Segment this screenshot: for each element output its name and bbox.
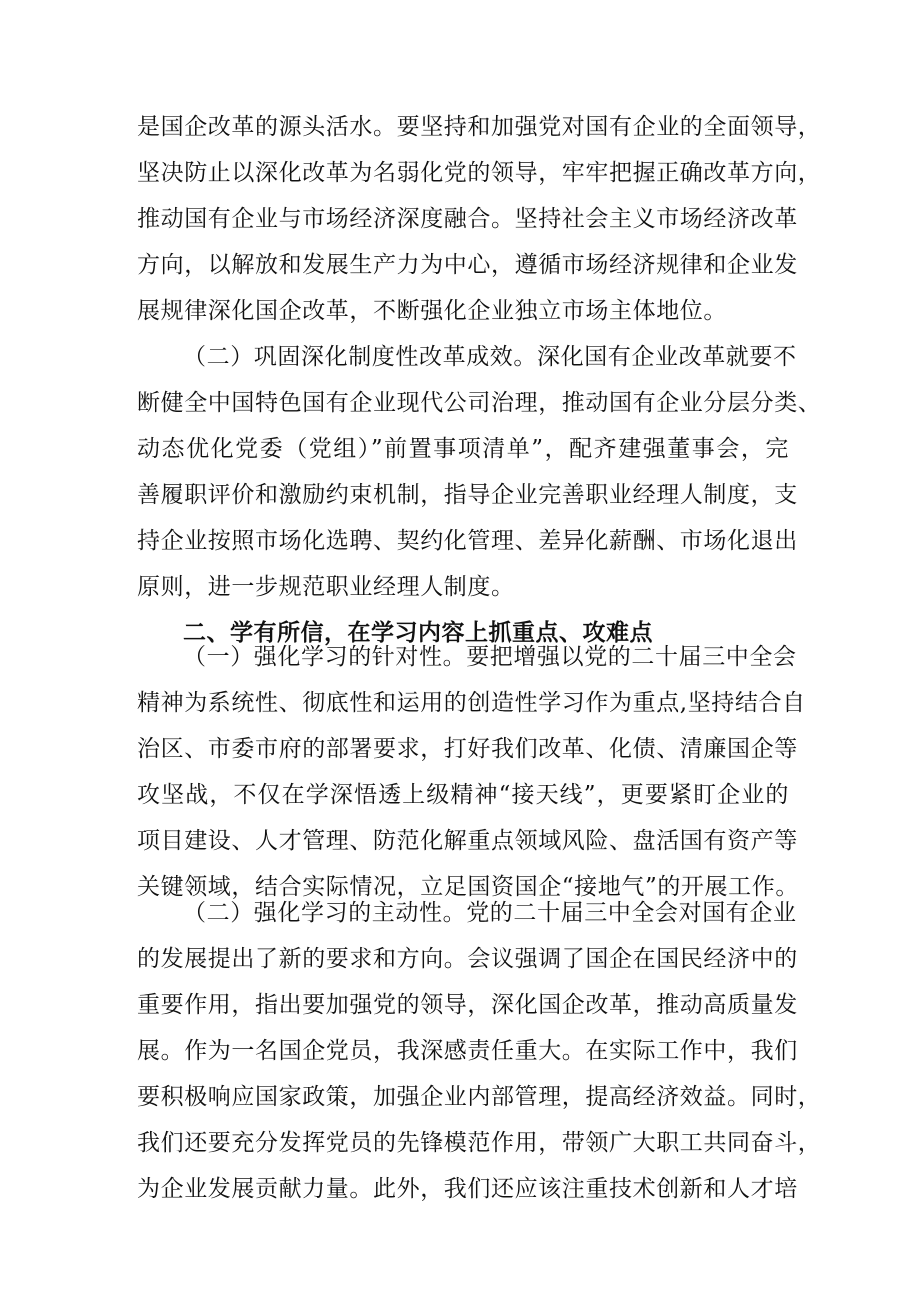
paragraph-institutional-reform <box>137 334 822 610</box>
text-line: 攻坚战，不仅在学深悟透上级精神“接天线”，更要紧盯企业的 <box>137 782 789 808</box>
text-line: 项目建设、人才管理、防范化解重点领域风险、盘活国有资产等 <box>137 828 798 854</box>
text-line: （一）强化学习的针对性。要把增强以党的二十届三中全会 <box>183 644 797 670</box>
paragraph-learning-initiative <box>137 890 822 1212</box>
text-line: 展规律深化国企改革，不断强化企业独立市场主体地位。 <box>137 298 727 324</box>
text-line: 善履职评价和激励约束机制，指导企业完善职业经理人制度，支 <box>137 482 798 508</box>
text-line: 精神为系统性、彻底性和运用的创造性学习作为重点,坚持结合自 <box>137 690 806 716</box>
text-line: 治区、市委市府的部署要求，打好我们改革、化债、清廉国企等 <box>137 736 798 762</box>
text-line: （二）巩固深化制度性改革成效。深化国有企业改革就要不 <box>183 344 797 370</box>
text-line: 方向，以解放和发展生产力为中心，遵循市场经济规律和企业发 <box>137 252 798 278</box>
text-line: 持企业按照市场化选聘、契约化管理、差异化薪酬、市场化退出 <box>137 528 798 554</box>
paragraph-learning-focus <box>137 634 806 910</box>
text-line: 为企业发展贡献力量。此外，我们还应该注重技术创新和人才培 <box>137 1176 798 1202</box>
paragraph-reform-direction <box>137 104 822 334</box>
text-line: 断健全中国特色国有企业现代公司治理，推动国有企业分层分类、 <box>137 390 822 416</box>
text-line: 推动国有企业与市场经济深度融合。坚持社会主义市场经济改革 <box>137 206 798 232</box>
text-line: （二）强化学习的主动性。党的二十届三中全会对国有企业 <box>183 900 797 926</box>
text-line: 的发展提出了新的要求和方向。会议强调了国企在国民经济中的 <box>137 946 798 972</box>
text-line: 展。作为一名国企党员，我深感责任重大。在实际工作中，我们 <box>137 1038 798 1064</box>
text-line: 我们还要充分发挥党员的先锋模范作用，带领广大职工共同奋斗， <box>137 1130 822 1156</box>
text-line: 关键领域，结合实际情况，立足国资国企“接地气”的开展工作。 <box>137 874 799 900</box>
text-line: 要积极响应国家政策，加强企业内部管理，提高经济效益。同时， <box>137 1084 822 1110</box>
text-line: 原则，进一步规范职业经理人制度。 <box>137 574 515 600</box>
text-line: 是国企改革的源头活水。要坚持和加强党对国有企业的全面领导， <box>137 114 822 140</box>
text-line: 重要作用，指出要加强党的领导，深化国企改革，推动高质量发 <box>137 992 798 1018</box>
text-line: 动态优化党委（党组）”前置事项清单”，配齐建强董事会，完 <box>137 436 789 462</box>
section-heading: 二、学有所信，在学习内容上抓重点、攻难点 <box>183 620 653 646</box>
text-line: 坚决防止以深化改革为名弱化党的领导，牢牢把握正确改革方向， <box>137 160 822 186</box>
